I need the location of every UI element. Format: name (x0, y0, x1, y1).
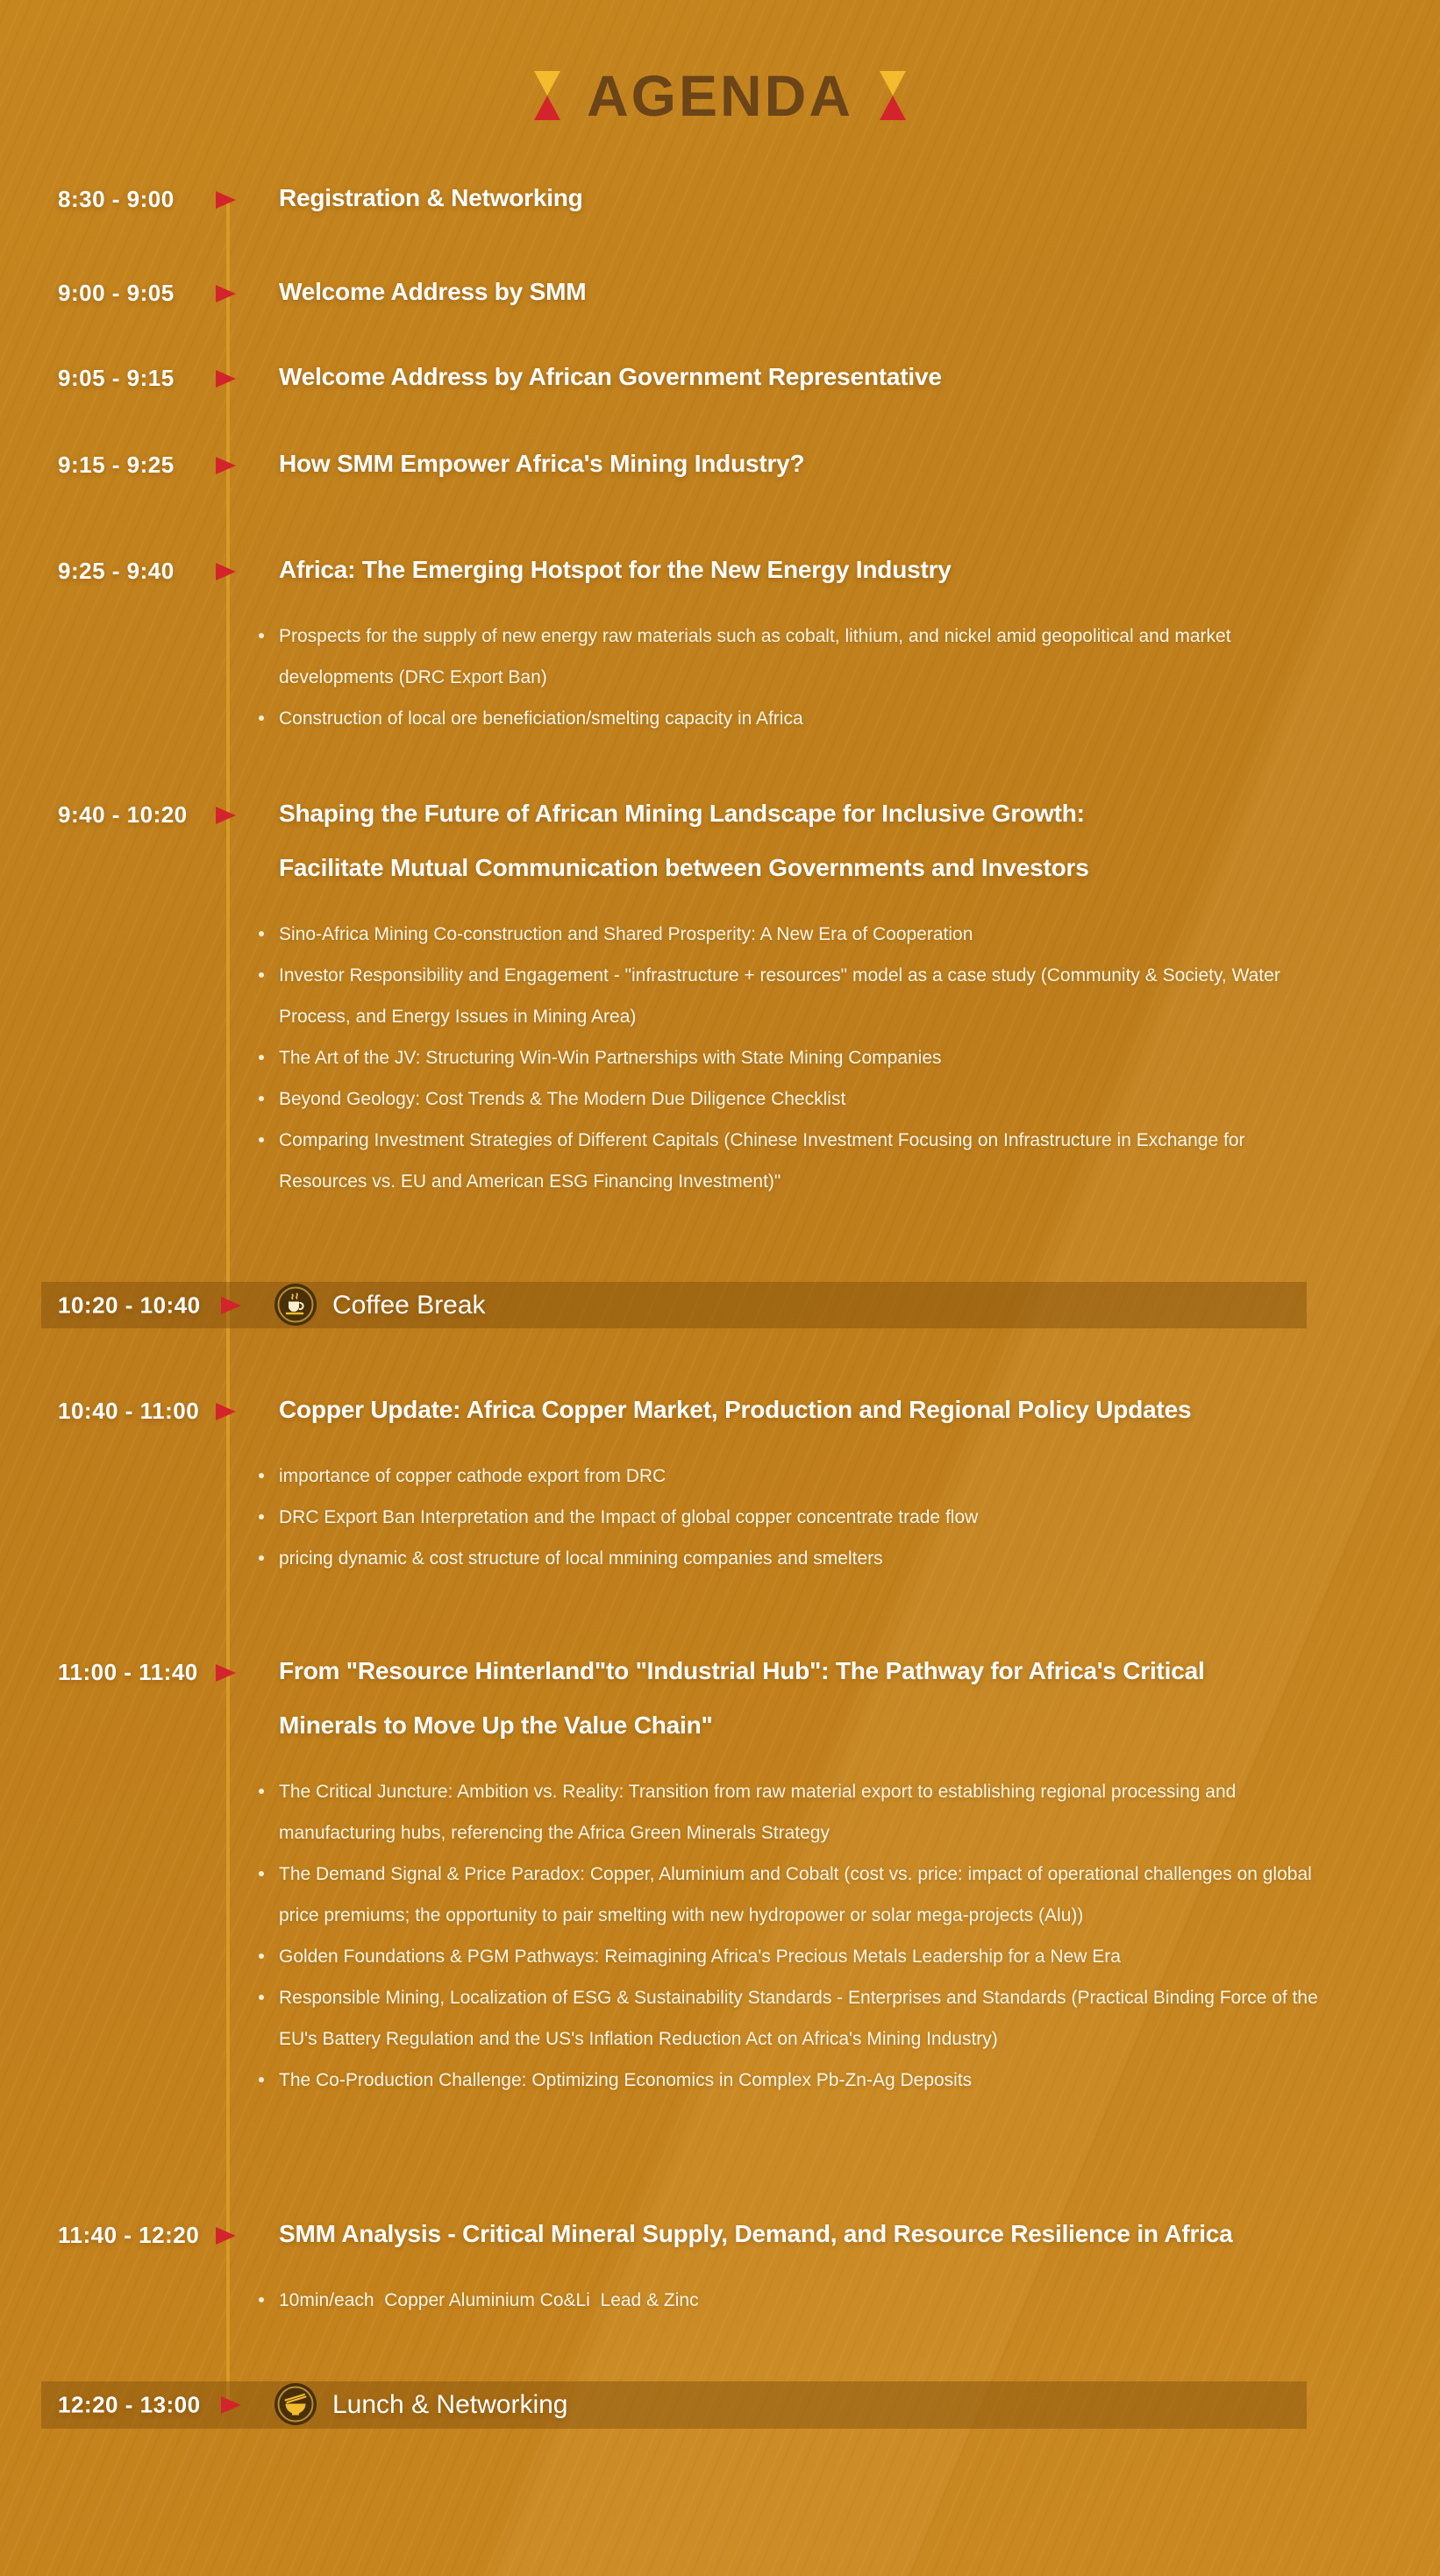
agenda-content (279, 1655, 1401, 2101)
agenda-content (279, 798, 1401, 1202)
bullet-item: DRC Export Ban Interpretation and the Impact of global copper concentrate trade flow (279, 1497, 1322, 1538)
bullet-item: Golden Foundations & PGM Pathways: Reimagining Africa's Precious Metals Leadership for a New Era (279, 1936, 1322, 1977)
agenda-title: How SMM Empower Africa's Mining Industry? (279, 450, 805, 477)
hourglass-icon (534, 71, 560, 120)
hourglass-top-triangle (880, 71, 906, 96)
bullet-item: The Co-Production Challenge: Optimizing Economics in Complex Pb-Zn-Ag Deposits (279, 2060, 1322, 2101)
agenda-time: 8:30 - 9:00 (58, 186, 175, 212)
agenda-title: Copper Update: Africa Copper Market, Production and Regional Policy Updates (279, 1396, 1192, 1423)
bullet-item: The Demand Signal & Price Paradox: Copper, Aluminium and Cobalt (cost vs. price: impact of operational challenges on global price premiums; the opportunity to pair smelting with new hydropower or solar mega-projects (Alu)) (279, 1854, 1322, 1936)
agenda-time: 9:25 - 9:40 (58, 558, 175, 584)
triangle-marker-icon (216, 457, 236, 474)
bullet-item: Investor Responsibility and Engagement - "infrastructure + resources" model as a case study (Community & Society, Water Process, and Energy Issues in Mining Area) (279, 955, 1322, 1037)
page-header (0, 63, 1440, 128)
bullet-item: Construction of local ore beneficiation/smelting capacity in Africa (279, 698, 1322, 739)
agenda-bullets (279, 914, 1322, 1202)
noodle-bowl-icon (274, 2382, 317, 2426)
hourglass-bottom-triangle (534, 96, 560, 120)
bullet-item: The Critical Juncture: Ambition vs. Reality: Transition from raw material export to establishing regional processing and manufacturing hubs, referencing the Africa Green Minerals Strategy (279, 1771, 1322, 1854)
agenda-time: 9:15 - 9:25 (58, 452, 175, 478)
agenda-time: 10:40 - 11:00 (58, 1398, 200, 1424)
agenda-bullets (279, 616, 1322, 739)
agenda-title: From "Resource Hinterland"to "Industrial Hub": The Pathway for Africa's Critical (279, 1657, 1205, 1684)
agenda-bullets (279, 1771, 1322, 2101)
agenda-title: SMM Analysis - Critical Mineral Supply, Demand, and Resource Resilience in Africa (279, 2220, 1233, 2247)
page-title: AGENDA (586, 63, 853, 128)
triangle-marker-icon (216, 285, 236, 302)
triangle-marker-icon (216, 2227, 236, 2245)
agenda-time: 9:40 - 10:20 (58, 801, 188, 828)
triangle-marker-icon (216, 370, 236, 388)
agenda-title: Registration & Networking (279, 184, 583, 211)
agenda-time: 9:00 - 9:05 (58, 280, 175, 306)
bullet-item: Prospects for the supply of new energy raw materials such as cobalt, lithium, and nickel amid geopolitical and market developments (DRC Export Ban) (279, 616, 1322, 698)
agenda-content (279, 2218, 1401, 2321)
agenda-time: 9:05 - 9:15 (58, 365, 175, 391)
coffee-break-bar (41, 1282, 1307, 1328)
agenda-content (279, 448, 1401, 480)
coffee-cup-icon (274, 1283, 317, 1327)
bullet-item: importance of copper cathode export from DRC (279, 1455, 1322, 1497)
agenda-title: Shaping the Future of African Mining Landscape for Inclusive Growth: (279, 800, 1085, 827)
break-time: 12:20 - 13:00 (58, 2391, 201, 2418)
triangle-marker-icon (221, 2396, 241, 2414)
agenda-title-line2: Minerals to Move Up the Value Chain" (279, 1711, 713, 1739)
hourglass-bottom-triangle (880, 96, 906, 120)
agenda-title: Welcome Address by SMM (279, 278, 587, 305)
triangle-marker-icon (216, 1664, 236, 1682)
bullet-item: 10min/each Copper Aluminium Co&Li Lead & Zinc (279, 2280, 1322, 2321)
agenda-time: 11:40 - 12:20 (58, 2222, 200, 2248)
agenda-bullets (279, 1455, 1322, 1579)
agenda-content (279, 1394, 1401, 1579)
bullet-item: Comparing Investment Strategies of Different Capitals (Chinese Investment Focusing on Infrastructure in Exchange for Resources vs. EU and American ESG Financing Investment)" (279, 1120, 1322, 1202)
lunch-break-bar (41, 2381, 1307, 2429)
bullet-item: Responsible Mining, Localization of ESG & Sustainability Standards - Enterprises and Standards (Practical Binding Force of the EU's Battery Regulation and the US's Inflation Reduction Act on Africa's Mining Industry) (279, 1977, 1322, 2060)
bullet-item: pricing dynamic & cost structure of local mmining companies and smelters (279, 1538, 1322, 1579)
triangle-marker-icon (221, 1297, 241, 1314)
agenda-time: 11:00 - 11:40 (58, 1659, 198, 1685)
hourglass-top-triangle (534, 71, 560, 96)
agenda-content (279, 182, 1401, 214)
agenda-content (279, 361, 1401, 393)
bullet-item: The Art of the JV: Structuring Win-Win Partnerships with State Mining Companies (279, 1037, 1322, 1078)
agenda-content (279, 276, 1401, 308)
agenda-bullets (279, 2280, 1322, 2321)
triangle-marker-icon (216, 191, 236, 209)
triangle-marker-icon (216, 1403, 236, 1420)
triangle-marker-icon (216, 563, 236, 580)
agenda-title: Africa: The Emerging Hotspot for the New Energy Industry (279, 556, 952, 583)
hourglass-icon (880, 71, 906, 120)
break-time: 10:20 - 10:40 (58, 1292, 201, 1318)
break-label: Coffee Break (332, 1290, 486, 1320)
agenda-content (279, 554, 1401, 739)
bullet-item: Sino-Africa Mining Co-construction and Shared Prosperity: A New Era of Cooperation (279, 914, 1322, 955)
triangle-marker-icon (216, 807, 236, 824)
agenda-title-line2: Facilitate Mutual Communication between Governments and Investors (279, 854, 1089, 881)
bullet-item: Beyond Geology: Cost Trends & The Modern Due Diligence Checklist (279, 1078, 1322, 1120)
agenda-title: Welcome Address by African Government Representative (279, 363, 942, 390)
break-label: Lunch & Networking (332, 2390, 568, 2419)
